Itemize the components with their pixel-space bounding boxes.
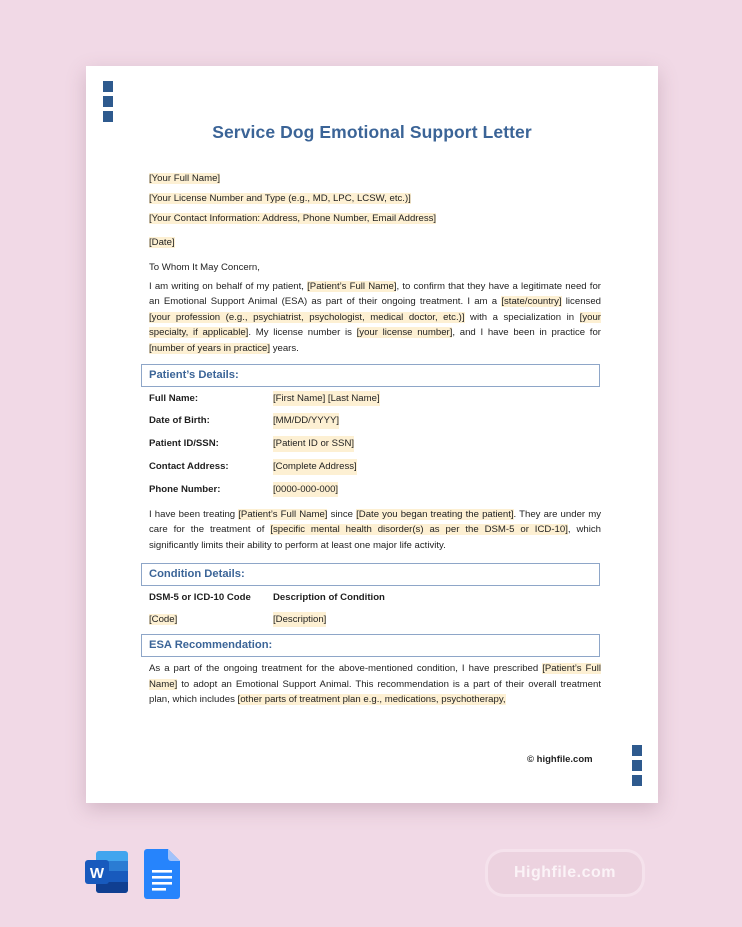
text: since [327,508,357,520]
detail-row [149,433,601,456]
detail-value: [Complete Address] [273,459,357,475]
condition-code: [Code] [149,613,178,625]
text: . My license number is [248,327,357,338]
placeholder: [your license number] [356,327,453,338]
placeholder: [other parts of treatment plan e.g., medications, psychotherapy, [237,694,506,706]
app-icons [84,849,180,899]
placeholder: [Patient’s Full Name] [307,280,397,292]
detail-row [149,478,601,501]
highfile-brand-badge[interactable]: Highfile.com [488,852,642,894]
text: with a specialization in [464,311,580,323]
placeholder: [Patient’s Full Name] [238,508,328,520]
decorative-squares-top [103,81,113,122]
text: I have been treating [149,508,239,520]
document-title: Service Dog Emotional Support Letter [212,122,532,142]
detail-label: Contact Address: [149,461,229,473]
detail-label: Patient ID/SSN: [149,438,219,450]
detail-label: Phone Number: [149,483,221,495]
patient-details-heading: Patient’s Details: [141,364,600,387]
esa-recommendation-heading: ESA Recommendation: [141,634,600,657]
document-page [86,66,658,803]
detail-value: [First Name] [Last Name] [273,391,380,407]
text: . They are under my care for the treatment of [149,508,601,536]
copyright-credit: © highfile.com [527,754,593,765]
treatment-paragraph [149,507,601,554]
detail-row [149,387,601,410]
detail-label: Full Name: [149,392,199,404]
microsoft-word-icon[interactable] [84,849,130,895]
detail-row [149,455,601,478]
condition-value-row [149,608,601,630]
sender-name: [Your Full Name] [149,173,221,184]
detail-value: [MM/DD/YYYY] [273,413,339,429]
text: I am writing on behalf of my patient, [149,280,308,292]
esa-paragraph [149,661,601,708]
condition-header-row [149,586,601,608]
text: to adopt an Emotional Support Animal. This recommendation is a part of their overall treatment plan, which includes [149,678,601,706]
document-body [149,171,601,708]
detail-row [149,410,601,433]
column-header: DSM-5 or ICD-10 Code [149,591,251,603]
text: years. [270,342,299,354]
placeholder: [specific mental health disorder(s) as per the DSM-5 or ICD-10] [270,524,568,536]
sender-contact: [Your Contact Information: Address, Phone Number, Email Address] [149,213,437,224]
text: licensed [561,296,601,307]
letter-date: [Date] [149,236,175,248]
intro-paragraph [149,279,601,357]
placeholder: [state/country] [501,296,562,307]
placeholder: [your profession (e.g., psychiatrist, psychologist, medical doctor, etc.)] [149,311,465,323]
column-header: Description of Condition [273,591,385,603]
detail-value: [Patient ID or SSN] [273,436,354,452]
text: , which significantly limits their ability to perform at least one major life activity. [149,524,601,551]
detail-value: [0000-000-000] [273,482,338,498]
patient-details-list [149,387,601,501]
google-docs-icon[interactable] [144,849,180,899]
sender-block [149,171,601,227]
text: As a part of the ongoing treatment for the above-mentioned condition, I have prescribed [149,663,543,675]
decorative-squares-bottom [632,745,642,786]
svg-text:W: W [89,865,105,882]
text: , and I have been in practice for [452,327,601,338]
placeholder: [Patient’s Full Name] [149,663,601,690]
placeholder: [number of years in practice] [149,342,271,354]
condition-details-heading: Condition Details: [141,563,600,586]
sender-license: [Your License Number and Type (e.g., MD, LPC, LCSW, etc.)] [149,193,411,204]
detail-label: Date of Birth: [149,415,210,427]
placeholder: [Date you began treating the patient] [356,508,514,520]
condition-description: [Description] [273,612,326,628]
salutation: To Whom It May Concern, [149,262,260,273]
text: , to confirm that they have a legitimate need for an Emotional Support Animal (ESA) as part of their ongoing treatment. I am a [149,280,601,307]
placeholder: [your specialty, if applicable] [149,311,601,338]
